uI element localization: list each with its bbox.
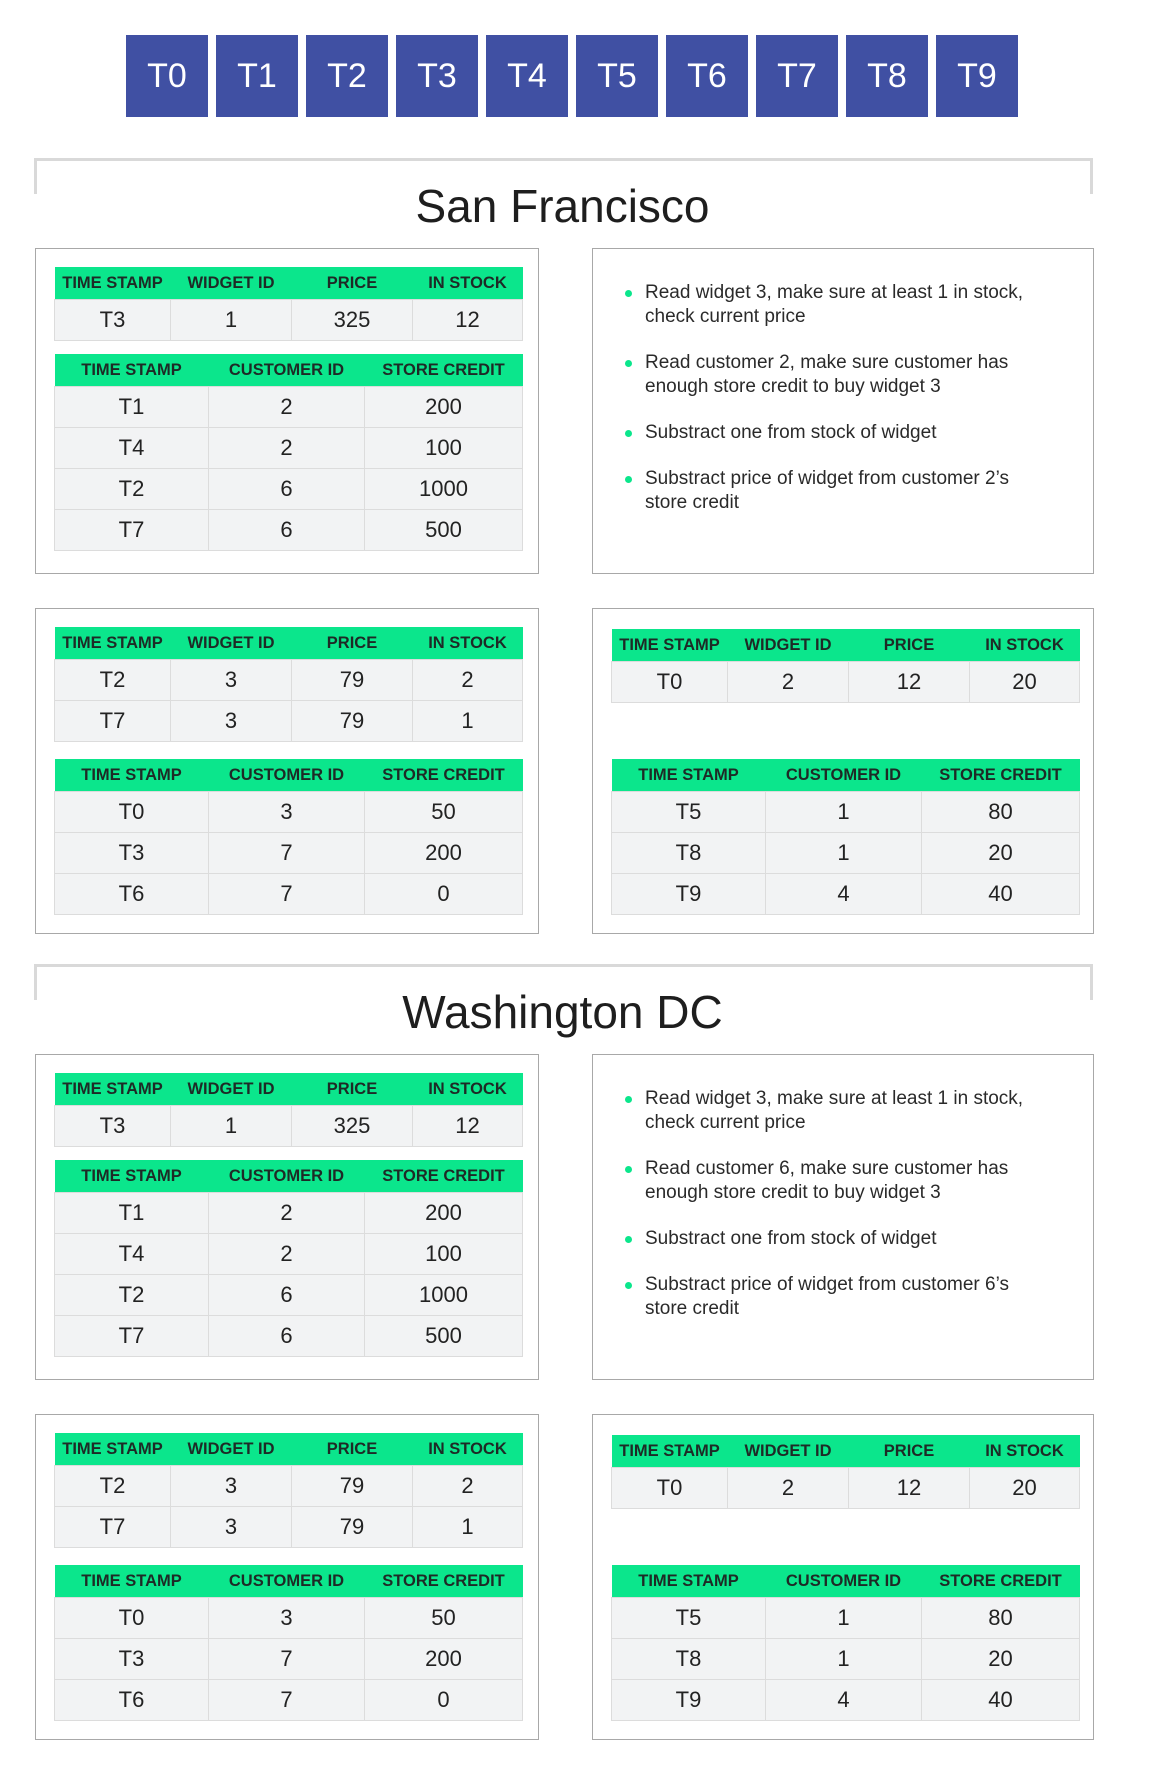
table-cell: 1 bbox=[413, 701, 523, 742]
timestamp-box: T8 bbox=[846, 35, 928, 117]
bullet-icon bbox=[625, 290, 632, 297]
table-cell: 79 bbox=[292, 660, 413, 701]
table-cell: 1 bbox=[413, 1507, 523, 1548]
column-header: TIME STAMP bbox=[55, 1433, 171, 1466]
column-header: IN STOCK bbox=[413, 627, 523, 660]
table-cell: 500 bbox=[365, 1316, 523, 1357]
bullet-icon bbox=[625, 360, 632, 367]
table-cell: 12 bbox=[413, 300, 523, 341]
table-row bbox=[612, 792, 1080, 833]
table-cell: T7 bbox=[55, 510, 209, 551]
table-cell: 2 bbox=[413, 1466, 523, 1507]
table-cell: 325 bbox=[292, 300, 413, 341]
table-cell: 0 bbox=[365, 1680, 523, 1721]
table-cell: 20 bbox=[922, 1639, 1080, 1680]
table-cell: T8 bbox=[612, 833, 766, 874]
table-cell: 1 bbox=[171, 300, 292, 341]
table-cell: T1 bbox=[55, 1193, 209, 1234]
table-row bbox=[55, 701, 523, 742]
widget-table bbox=[54, 1433, 523, 1548]
table-cell: 3 bbox=[209, 792, 365, 833]
table-cell: 1 bbox=[766, 1639, 922, 1680]
column-header: CUSTOMER ID bbox=[766, 1565, 922, 1598]
column-header: IN STOCK bbox=[970, 629, 1080, 662]
table-header-row bbox=[612, 1435, 1080, 1468]
table-cell: T3 bbox=[55, 1639, 209, 1680]
bullet-icon bbox=[625, 1282, 632, 1289]
table-cell: 2 bbox=[209, 428, 365, 469]
column-header: CUSTOMER ID bbox=[209, 1160, 365, 1193]
table-cell: 200 bbox=[365, 833, 523, 874]
column-header: WIDGET ID bbox=[728, 1435, 849, 1468]
table-cell: 3 bbox=[171, 1507, 292, 1548]
step-text: Substract price of widget from customer 2’s store credit bbox=[645, 468, 1009, 513]
panel-primary-tables bbox=[35, 248, 539, 574]
table-row bbox=[55, 1193, 523, 1234]
table-row bbox=[55, 428, 523, 469]
column-header: IN STOCK bbox=[970, 1435, 1080, 1468]
table-row bbox=[55, 387, 523, 428]
column-header: STORE CREDIT bbox=[365, 759, 523, 792]
column-header: PRICE bbox=[292, 627, 413, 660]
panel-transaction-notes bbox=[592, 248, 1094, 574]
table-row bbox=[55, 1680, 523, 1721]
table-cell: T5 bbox=[612, 1598, 766, 1639]
table-cell: 2 bbox=[209, 1193, 365, 1234]
bullet-icon bbox=[625, 1096, 632, 1103]
table-cell: 200 bbox=[365, 387, 523, 428]
column-header: CUSTOMER ID bbox=[209, 1565, 365, 1598]
step-text: Read customer 2, make sure customer has enough store credit to buy widget 3 bbox=[645, 352, 1009, 397]
column-header: STORE CREDIT bbox=[922, 1565, 1080, 1598]
table-cell: 6 bbox=[209, 1316, 365, 1357]
column-header: WIDGET ID bbox=[171, 267, 292, 300]
column-header: CUSTOMER ID bbox=[209, 354, 365, 387]
table-row bbox=[55, 300, 523, 341]
table-cell: 500 bbox=[365, 510, 523, 551]
table-cell: 3 bbox=[209, 1598, 365, 1639]
table-header-row bbox=[55, 627, 523, 660]
table-cell: 40 bbox=[922, 1680, 1080, 1721]
table-cell: T0 bbox=[55, 792, 209, 833]
transaction-step bbox=[625, 1087, 1025, 1135]
timestamp-box: T9 bbox=[936, 35, 1018, 117]
customer-table bbox=[611, 759, 1080, 915]
table-cell: T5 bbox=[612, 792, 766, 833]
table-cell: T0 bbox=[55, 1598, 209, 1639]
panel-transaction-notes bbox=[592, 1054, 1094, 1380]
table-cell: 79 bbox=[292, 1466, 413, 1507]
table-row bbox=[55, 1316, 523, 1357]
column-header: TIME STAMP bbox=[55, 627, 171, 660]
column-header: TIME STAMP bbox=[55, 1073, 171, 1106]
timestamp-box: T7 bbox=[756, 35, 838, 117]
table-cell: 1000 bbox=[365, 1275, 523, 1316]
table-header-row bbox=[55, 267, 523, 300]
timestamp-box: T6 bbox=[666, 35, 748, 117]
table-cell: 50 bbox=[365, 1598, 523, 1639]
table-cell: 2 bbox=[413, 660, 523, 701]
table-cell: 100 bbox=[365, 428, 523, 469]
table-cell: T4 bbox=[55, 428, 209, 469]
table-cell: 325 bbox=[292, 1106, 413, 1147]
customer-table bbox=[611, 1565, 1080, 1721]
table-cell: 20 bbox=[970, 1468, 1080, 1509]
table-row bbox=[612, 1639, 1080, 1680]
column-header: TIME STAMP bbox=[55, 759, 209, 792]
table-cell: 3 bbox=[171, 1466, 292, 1507]
table-header-row bbox=[55, 1565, 523, 1598]
table-row bbox=[612, 874, 1080, 915]
column-header: STORE CREDIT bbox=[365, 354, 523, 387]
bullet-icon bbox=[625, 476, 632, 483]
table-cell: 2 bbox=[209, 387, 365, 428]
bullet-icon bbox=[625, 1236, 632, 1243]
column-header: TIME STAMP bbox=[55, 1565, 209, 1598]
table-cell: T8 bbox=[612, 1639, 766, 1680]
timestamp-bar bbox=[126, 35, 1026, 117]
column-header: STORE CREDIT bbox=[365, 1565, 523, 1598]
table-cell: 40 bbox=[922, 874, 1080, 915]
step-text: Read customer 6, make sure customer has enough store credit to buy widget 3 bbox=[645, 1158, 1009, 1203]
widget-table bbox=[611, 629, 1080, 703]
table-row bbox=[55, 1234, 523, 1275]
column-header: TIME STAMP bbox=[55, 267, 171, 300]
table-cell: 2 bbox=[728, 662, 849, 703]
transaction-step bbox=[625, 1227, 1025, 1251]
table-row bbox=[55, 792, 523, 833]
step-text: Substract one from stock of widget bbox=[645, 422, 937, 443]
step-text: Read widget 3, make sure at least 1 in stock, check current price bbox=[645, 1088, 1024, 1133]
table-row bbox=[55, 1275, 523, 1316]
column-header: IN STOCK bbox=[413, 1073, 523, 1106]
bullet-icon bbox=[625, 1166, 632, 1173]
table-cell: 4 bbox=[766, 874, 922, 915]
panel-replica-tables bbox=[592, 1414, 1094, 1740]
table-cell: T9 bbox=[612, 1680, 766, 1721]
table-row bbox=[55, 874, 523, 915]
table-cell: 0 bbox=[365, 874, 523, 915]
table-cell: T6 bbox=[55, 874, 209, 915]
timestamp-box: T5 bbox=[576, 35, 658, 117]
table-cell: 12 bbox=[849, 662, 970, 703]
table-cell: T9 bbox=[612, 874, 766, 915]
column-header: CUSTOMER ID bbox=[766, 759, 922, 792]
table-row bbox=[612, 1468, 1080, 1509]
table-header-row bbox=[55, 759, 523, 792]
table-cell: 7 bbox=[209, 1680, 365, 1721]
table-row bbox=[612, 1680, 1080, 1721]
table-cell: T1 bbox=[55, 387, 209, 428]
panel-replica-tables bbox=[592, 608, 1094, 934]
table-cell: T3 bbox=[55, 833, 209, 874]
table-row bbox=[55, 833, 523, 874]
step-text: Read widget 3, make sure at least 1 in stock, check current price bbox=[645, 282, 1024, 327]
table-cell: T3 bbox=[55, 300, 171, 341]
table-cell: 3 bbox=[171, 660, 292, 701]
column-header: TIME STAMP bbox=[612, 1435, 728, 1468]
table-cell: T6 bbox=[55, 1680, 209, 1721]
table-row bbox=[55, 510, 523, 551]
widget-table bbox=[611, 1435, 1080, 1509]
table-cell: 7 bbox=[209, 1639, 365, 1680]
customer-table bbox=[54, 1160, 523, 1357]
table-cell: T7 bbox=[55, 1316, 209, 1357]
table-cell: 6 bbox=[209, 1275, 365, 1316]
table-cell: T7 bbox=[55, 701, 171, 742]
column-header: IN STOCK bbox=[413, 1433, 523, 1466]
table-header-row bbox=[55, 1433, 523, 1466]
panel-replica-tables bbox=[35, 608, 539, 934]
column-header: TIME STAMP bbox=[612, 1565, 766, 1598]
table-row bbox=[55, 660, 523, 701]
table-cell: 200 bbox=[365, 1639, 523, 1680]
table-cell: 20 bbox=[922, 833, 1080, 874]
customer-table bbox=[54, 1565, 523, 1721]
panel-replica-tables bbox=[35, 1414, 539, 1740]
table-cell: 79 bbox=[292, 701, 413, 742]
column-header: PRICE bbox=[849, 629, 970, 662]
table-cell: T0 bbox=[612, 1468, 728, 1509]
table-header-row bbox=[55, 1073, 523, 1106]
table-cell: 1 bbox=[171, 1106, 292, 1147]
city-title: San Francisco bbox=[415, 180, 710, 232]
table-cell: 12 bbox=[849, 1468, 970, 1509]
timestamp-box: T2 bbox=[306, 35, 388, 117]
table-cell: 1 bbox=[766, 792, 922, 833]
table-header-row bbox=[612, 629, 1080, 662]
table-cell: 50 bbox=[365, 792, 523, 833]
column-header: TIME STAMP bbox=[55, 1160, 209, 1193]
timestamp-box: T0 bbox=[126, 35, 208, 117]
column-header: WIDGET ID bbox=[171, 1433, 292, 1466]
transaction-step bbox=[625, 281, 1025, 329]
table-cell: T7 bbox=[55, 1507, 171, 1548]
timestamp-box: T1 bbox=[216, 35, 298, 117]
table-cell: 7 bbox=[209, 874, 365, 915]
table-row bbox=[612, 1598, 1080, 1639]
column-header: TIME STAMP bbox=[55, 354, 209, 387]
column-header: STORE CREDIT bbox=[365, 1160, 523, 1193]
table-cell: T2 bbox=[55, 1466, 171, 1507]
table-cell: 100 bbox=[365, 1234, 523, 1275]
table-cell: 7 bbox=[209, 833, 365, 874]
table-cell: 6 bbox=[209, 510, 365, 551]
column-header: PRICE bbox=[292, 267, 413, 300]
transaction-step bbox=[625, 1273, 1025, 1321]
timestamp-box: T3 bbox=[396, 35, 478, 117]
transaction-steps-list bbox=[625, 1087, 1025, 1343]
table-cell: 6 bbox=[209, 469, 365, 510]
step-text: Substract price of widget from customer 6’s store credit bbox=[645, 1274, 1009, 1319]
customer-table bbox=[54, 354, 523, 551]
step-text: Substract one from stock of widget bbox=[645, 1228, 937, 1249]
table-cell: 2 bbox=[728, 1468, 849, 1509]
table-row bbox=[55, 1507, 523, 1548]
table-header-row bbox=[612, 1565, 1080, 1598]
table-cell: 12 bbox=[413, 1106, 523, 1147]
transaction-step bbox=[625, 467, 1025, 515]
transaction-step bbox=[625, 351, 1025, 399]
table-cell: T0 bbox=[612, 662, 728, 703]
column-header: STORE CREDIT bbox=[922, 759, 1080, 792]
table-cell: 1 bbox=[766, 833, 922, 874]
widget-table bbox=[54, 267, 523, 341]
widget-table bbox=[54, 627, 523, 742]
table-cell: 20 bbox=[970, 662, 1080, 703]
table-row bbox=[55, 469, 523, 510]
table-cell: 79 bbox=[292, 1507, 413, 1548]
column-header: PRICE bbox=[849, 1435, 970, 1468]
table-cell: T2 bbox=[55, 660, 171, 701]
table-row bbox=[55, 1598, 523, 1639]
table-cell: 2 bbox=[209, 1234, 365, 1275]
table-row bbox=[55, 1106, 523, 1147]
table-cell: 4 bbox=[766, 1680, 922, 1721]
column-header: IN STOCK bbox=[413, 267, 523, 300]
table-row bbox=[55, 1639, 523, 1680]
column-header: WIDGET ID bbox=[728, 629, 849, 662]
table-cell: 1000 bbox=[365, 469, 523, 510]
city-title: Washington DC bbox=[402, 986, 723, 1038]
table-header-row bbox=[612, 759, 1080, 792]
table-cell: 200 bbox=[365, 1193, 523, 1234]
column-header: TIME STAMP bbox=[612, 759, 766, 792]
panel-primary-tables bbox=[35, 1054, 539, 1380]
table-cell: T4 bbox=[55, 1234, 209, 1275]
table-cell: T3 bbox=[55, 1106, 171, 1147]
table-row bbox=[55, 1466, 523, 1507]
table-header-row bbox=[55, 1160, 523, 1193]
timestamp-box: T4 bbox=[486, 35, 568, 117]
column-header: PRICE bbox=[292, 1073, 413, 1106]
column-header: WIDGET ID bbox=[171, 1073, 292, 1106]
table-cell: 1 bbox=[766, 1598, 922, 1639]
table-cell: T2 bbox=[55, 469, 209, 510]
table-cell: 80 bbox=[922, 1598, 1080, 1639]
table-cell: 80 bbox=[922, 792, 1080, 833]
column-header: CUSTOMER ID bbox=[209, 759, 365, 792]
column-header: WIDGET ID bbox=[171, 627, 292, 660]
bullet-icon bbox=[625, 430, 632, 437]
customer-table bbox=[54, 759, 523, 915]
column-header: PRICE bbox=[292, 1433, 413, 1466]
widget-table bbox=[54, 1073, 523, 1147]
column-header: TIME STAMP bbox=[612, 629, 728, 662]
table-row bbox=[612, 662, 1080, 703]
transaction-step bbox=[625, 1157, 1025, 1205]
table-cell: T2 bbox=[55, 1275, 209, 1316]
table-header-row bbox=[55, 354, 523, 387]
table-cell: 3 bbox=[171, 701, 292, 742]
table-row bbox=[612, 833, 1080, 874]
transaction-steps-list bbox=[625, 281, 1025, 537]
transaction-step bbox=[625, 421, 1025, 445]
